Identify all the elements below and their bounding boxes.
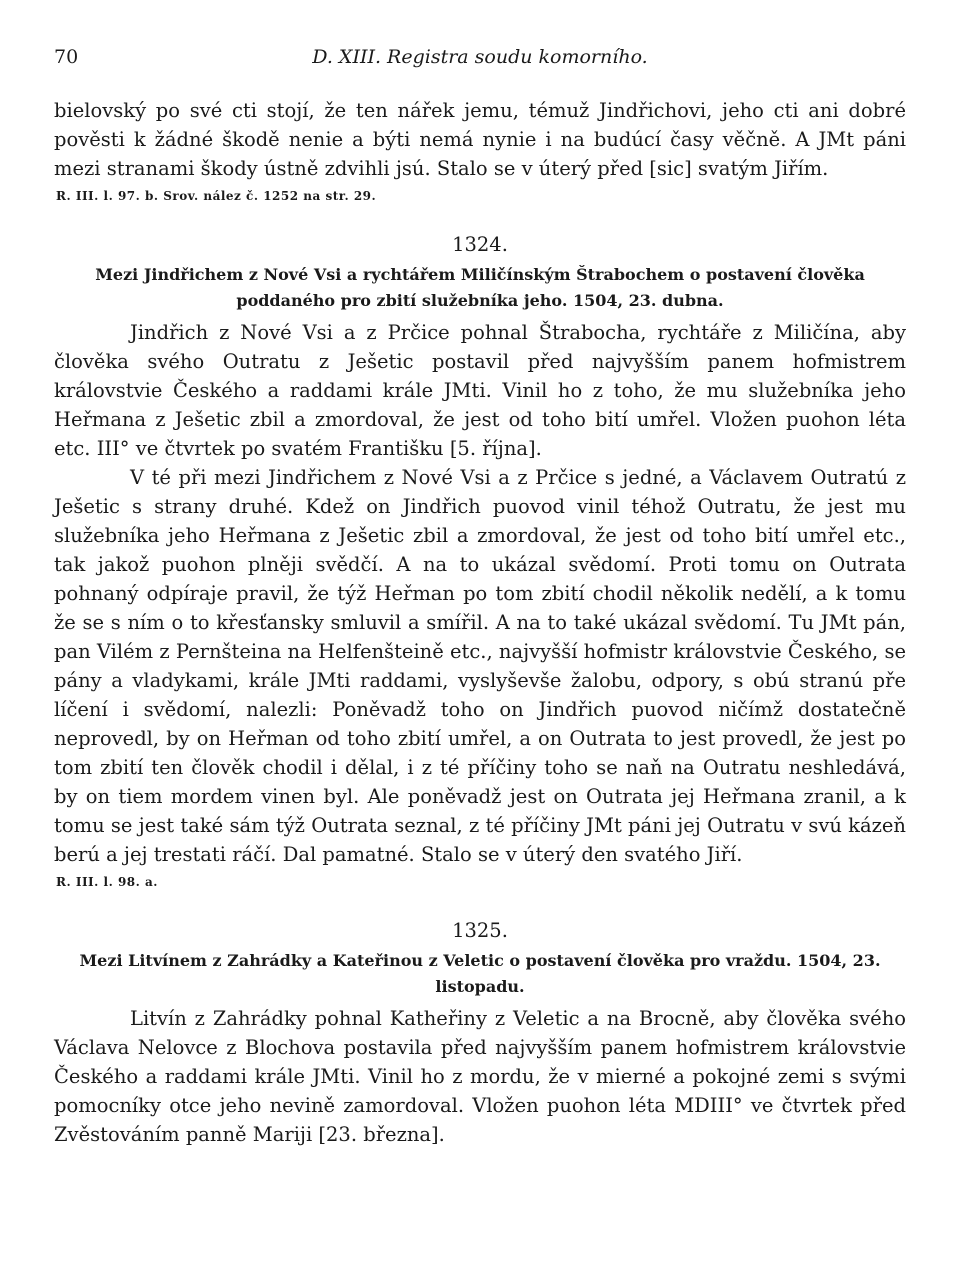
entry-summary: Mezi Jindřichem z Nové Vsi a rychtářem Miličínským Štrabochem o postavení člověka poddaného pro zbití služebníka jeho. 1504, 23. dubna. <box>95 265 865 310</box>
entry-number: 1325. <box>452 919 508 942</box>
page-body <box>54 96 906 1149</box>
entry-summary: Mezi Litvínem z Zahrádky a Kateřinou z Veletic o postavení člověka pro vraždu. 1504, 23. listopadu. <box>79 951 881 996</box>
running-title: D. XIII. Registra soudu komorního. <box>312 46 648 68</box>
archive-reference: R. III. l. 98. a. <box>56 875 158 889</box>
continuation-paragraph: bielovský po své cti stojí, že ten nářek jemu, témuž Jindřichovi, jeho cti ani dobré pověsti k žádné škodě nenie a býti nemá nynie i na budúcí časy věčně. A JMt páni mezi stranami škody ústně zdvihli jsú. Stalo se v úterý před [sic] svatým Jiřím. <box>54 99 906 180</box>
entry-paragraph: V té při mezi Jindřichem z Nové Vsi a z Prčice s jedné, a Václavem Outratú z Ješetic s strany druhé. Kdež on Jindřich puovod vinil téhož Outratu, že jest mu služebníka jeho Heřmana z Ješetic zbil a zmordoval, že jest od toho bití umřel etc., tak jakož puohon plněji svědčí. A na to ukázal svědomí. Proti tomu on Outrata pohnaný odpíraje pravil, že týž Heřman po tom zbití chodil několik nedělí, a k tomu že se s ním o to křesťansky smluvil a smířil. A na to také ukázal svědomí. Tu JMt pán, pan Vilém z Pernšteina na Helfenšteině etc., najvyšší hofmistr královstvie Českého, se pány a vladykami, krále JMti raddami, vyslyševše žalobu, odpory, s obú stranú pře líčení i svědomí, nalezli: Poněvadž toho on Jindřich puovod ničímž dostatečně neprovedl, by on Heřman od toho zbití umřel, a on Outrata to jest provedl, že jest po tom zbití ten člověk chodil i dělal, i z té příčiny toho se naň na Outratu neshledává, by on tiem mordem vinen byl. Ale poněvadž jest on Outrata jej Heřmana zranil, a k tomu se jest také sám týž Outrata seznal, z té příčiny JMt páni jej Outratu v svú kázeň berú a jej trestati ráčí. Dal pamatné. Stalo se v úterý den svatého Jiří. <box>54 466 906 866</box>
page-header <box>54 46 906 76</box>
archive-reference: R. III. l. 97. b. Srov. nález č. 1252 na str. 29. <box>56 189 377 203</box>
entry-1325 <box>54 916 906 1149</box>
entry-1324 <box>54 230 906 894</box>
entry-number: 1324. <box>452 233 508 256</box>
entry-paragraph: Jindřich z Nové Vsi a z Prčice pohnal Štrabocha, rychtáře z Miličína, aby člověka svého Outratu z Ješetic postavil před najvyšším panem hofmistrem královstvie Českého a raddami krále JMti. Vinil ho z toho, že mu služebníka jeho Heřmana z Ješetic zbil a zmordoval, že jest od toho bití umřel. Vložen puohon léta etc. III° ve čtvrtek po svatém Františku [5. října]. <box>54 321 906 460</box>
page-number: 70 <box>54 46 79 68</box>
entry-paragraph: Litvín z Zahrádky pohnal Katheřiny z Veletic a na Brocně, aby člověka svého Václava Nelovce z Blochova postavila před najvyšším panem hofmistrem královstvie Českého a raddami krále JMti. Vinil ho z mordu, že v mierné a pokojné zemi s svými pomocníky otce jeho nevině zamordoval. Vložen puohon léta MDIII° ve čtvrtek před Zvěstováním panně Mariji [23. března]. <box>54 1007 906 1146</box>
